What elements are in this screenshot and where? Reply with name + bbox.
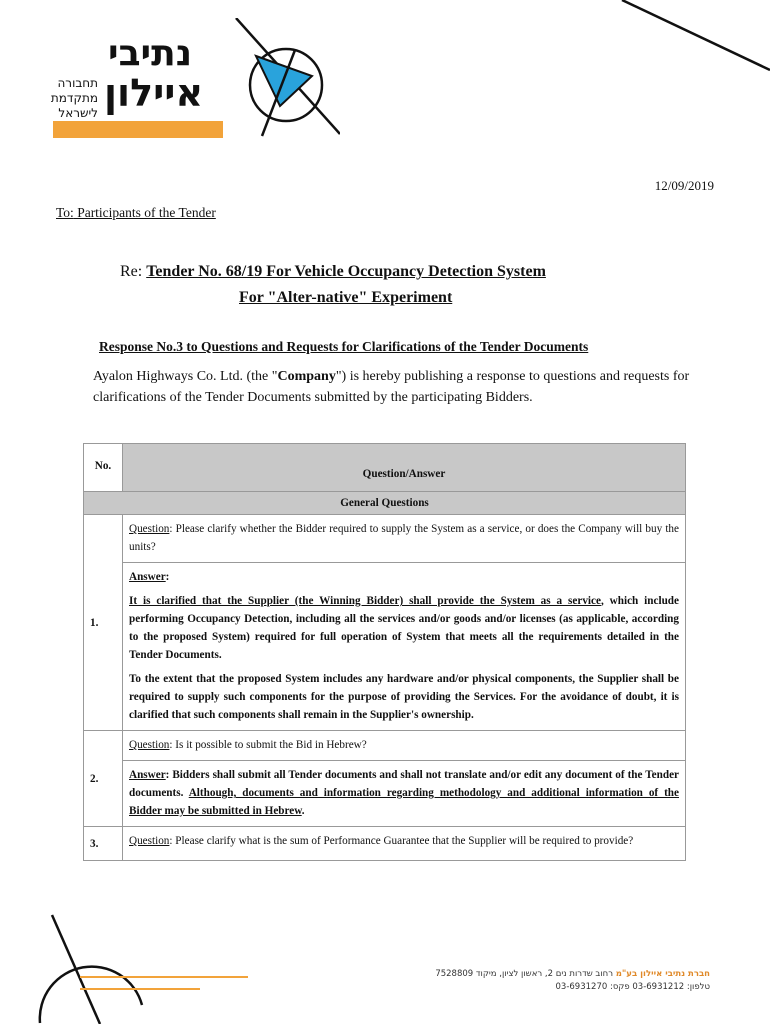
logo-tagline: תחבורה מתקדמת לישראל bbox=[50, 76, 98, 120]
question-label: Question bbox=[129, 739, 170, 751]
row-number: 2. bbox=[84, 731, 123, 827]
to-label: To: bbox=[56, 205, 74, 220]
footer-line-1: חברת נתיבי איילון בע"מ רחוב שדרות נים 2, ראשון לציון, מיקוד 7528809 bbox=[435, 969, 710, 979]
letter-date: 12/09/2019 bbox=[654, 178, 714, 193]
question-cell: Question: Please clarify what is the sum of Performance Guarantee that the Supplier will be required to provide? bbox=[123, 827, 686, 861]
subject-text-1: Tender No. 68/19 For Vehicle Occupancy Detection System bbox=[146, 263, 546, 280]
footer-line-2: טלפון: 03-6931212 פקס: 03-6931270 bbox=[555, 982, 710, 992]
table-row bbox=[84, 515, 686, 563]
logo-word-2: איילון bbox=[104, 71, 204, 115]
table-header-row bbox=[84, 444, 686, 492]
table-row bbox=[84, 563, 686, 731]
question-label: Question bbox=[129, 835, 170, 847]
table-row bbox=[84, 827, 686, 861]
answer-label: Answer bbox=[129, 571, 166, 583]
logo-word-1: נתיבי bbox=[108, 33, 193, 74]
qa-table bbox=[83, 443, 686, 861]
row-number: 1. bbox=[84, 515, 123, 731]
company-term: Company bbox=[277, 369, 336, 384]
header-no: No. bbox=[84, 444, 123, 492]
answer-cell: Answer: Bidders shall submit all Tender documents and shall not translate and/or edit any document of the Tender documents. Although, documents and information regarding methodology and additional information of the Bidder may be submitted in Hebrew. bbox=[123, 761, 686, 827]
intro-paragraph: Ayalon Highways Co. Ltd. (the "Company") is hereby publishing a response to questions and requests for clarifications of the Tender Documents submitted by the participating Bidders. bbox=[93, 369, 690, 405]
addressee-line bbox=[56, 205, 216, 221]
re-label: Re: bbox=[120, 263, 147, 280]
corner-line-decoration bbox=[600, 0, 770, 80]
row-number: 3. bbox=[84, 827, 123, 861]
question-cell: Question: Is it possible to submit the Bid in Hebrew? bbox=[123, 731, 686, 761]
question-cell: Question: Please clarify whether the Bidder required to supply the System as a service, or does the Company will buy the units? bbox=[123, 515, 686, 563]
answer-cell: Answer: It is clarified that the Supplier (the Winning Bidder) shall provide the System as a service, which include performing Occupancy Detection, including all the services and/or goods and/or licenses (as applicable, according to the proposed System) required for full operation of System that meets all the requirements detailed in the Tender Documents. To the extent that the proposed System includes any hardware and/or physical components, the Supplier shall be required to supply such components for the purpose of providing the Services. For the avoidance of doubt, it is clarified that such components shall remain in the Supplier's ownership. bbox=[123, 563, 686, 731]
response-title: Response No.3 to Questions and Requests for Clarifications of the Tender Documents bbox=[99, 339, 589, 354]
table-row bbox=[84, 761, 686, 827]
subject-line-2: For "Alter-native" Experiment bbox=[239, 289, 453, 306]
header-question-answer: Question/Answer bbox=[123, 444, 686, 492]
table-row bbox=[84, 731, 686, 761]
question-label: Question bbox=[129, 523, 170, 535]
section-general-questions: General Questions bbox=[84, 492, 686, 515]
footer-company: חברת נתיבי איילון בע"מ bbox=[615, 969, 710, 979]
answer-label: Answer bbox=[129, 769, 166, 781]
logo-orange-bar bbox=[53, 121, 223, 138]
section-row bbox=[84, 492, 686, 515]
footer-decoration bbox=[20, 905, 280, 1024]
to-value: Participants of the Tender bbox=[73, 205, 216, 220]
company-logo bbox=[40, 18, 340, 148]
footer-address bbox=[420, 968, 710, 994]
subject-line-1 bbox=[120, 263, 546, 281]
